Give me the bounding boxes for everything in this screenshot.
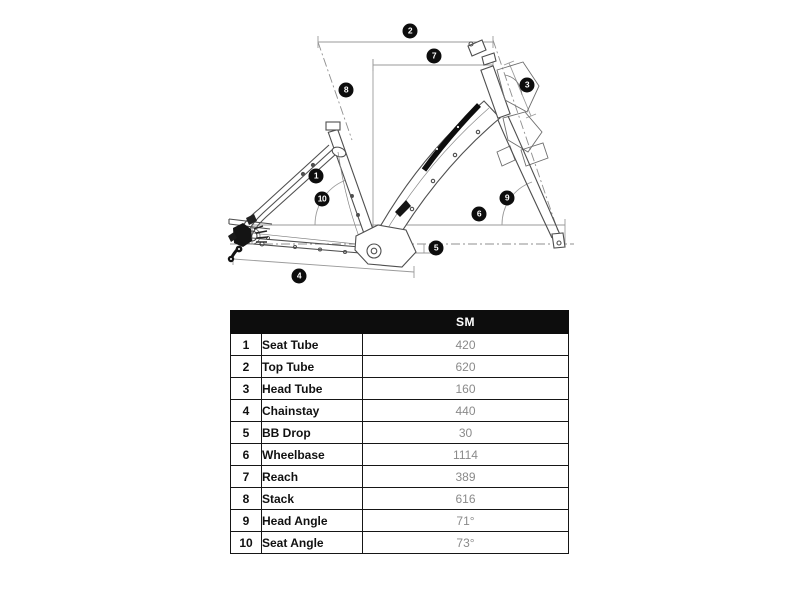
row-value: 160 (363, 378, 569, 400)
row-value: 30 (363, 422, 569, 444)
callout-2-top-tube: 2 (403, 24, 418, 39)
row-label: BB Drop (262, 422, 363, 444)
callout-8-stack: 8 (339, 83, 354, 98)
table-header-row (231, 311, 569, 334)
row-value: 389 (363, 466, 569, 488)
rear-derailleur (228, 214, 270, 262)
row-value: 616 (363, 488, 569, 510)
table-row (231, 400, 569, 422)
row-label: Seat Tube (262, 334, 363, 356)
table-row (231, 510, 569, 532)
header-num-cell (231, 311, 262, 334)
row-number: 8 (231, 488, 262, 510)
header-label-cell (262, 311, 363, 334)
frame-tubes (229, 40, 565, 267)
row-label: Seat Angle (262, 532, 363, 554)
row-number: 6 (231, 444, 262, 466)
callout-10-seat-angle: 10 (315, 192, 330, 207)
row-label: Head Angle (262, 510, 363, 532)
table-row (231, 488, 569, 510)
row-value: 440 (363, 400, 569, 422)
table-row (231, 422, 569, 444)
table-row (231, 532, 569, 554)
row-label: Reach (262, 466, 363, 488)
row-label: Top Tube (262, 356, 363, 378)
row-number: 4 (231, 400, 262, 422)
size-header: SM (363, 311, 569, 334)
callout-5-bb-drop: 5 (429, 241, 444, 256)
table-row (231, 444, 569, 466)
row-number: 10 (231, 532, 262, 554)
row-value: 620 (363, 356, 569, 378)
table-row (231, 334, 569, 356)
row-number: 2 (231, 356, 262, 378)
row-label: Chainstay (262, 400, 363, 422)
table-row (231, 356, 569, 378)
callout-4-chainstay: 4 (292, 269, 307, 284)
row-value: 1114 (363, 444, 569, 466)
callout-3-head-tube: 3 (520, 78, 535, 93)
row-value: 73° (363, 532, 569, 554)
table-row (231, 466, 569, 488)
callout-7-reach: 7 (427, 49, 442, 64)
callout-1-seat-tube: 1 (309, 169, 324, 184)
callout-6-wheelbase: 6 (472, 207, 487, 222)
row-number: 5 (231, 422, 262, 444)
geometry-table (230, 310, 569, 554)
row-label: Head Tube (262, 378, 363, 400)
row-number: 9 (231, 510, 262, 532)
row-value: 420 (363, 334, 569, 356)
row-number: 3 (231, 378, 262, 400)
table-row (231, 378, 569, 400)
row-label: Wheelbase (262, 444, 363, 466)
row-number: 7 (231, 466, 262, 488)
row-number: 1 (231, 334, 262, 356)
row-label: Stack (262, 488, 363, 510)
callout-9-head-angle: 9 (500, 191, 515, 206)
row-value: 71° (363, 510, 569, 532)
